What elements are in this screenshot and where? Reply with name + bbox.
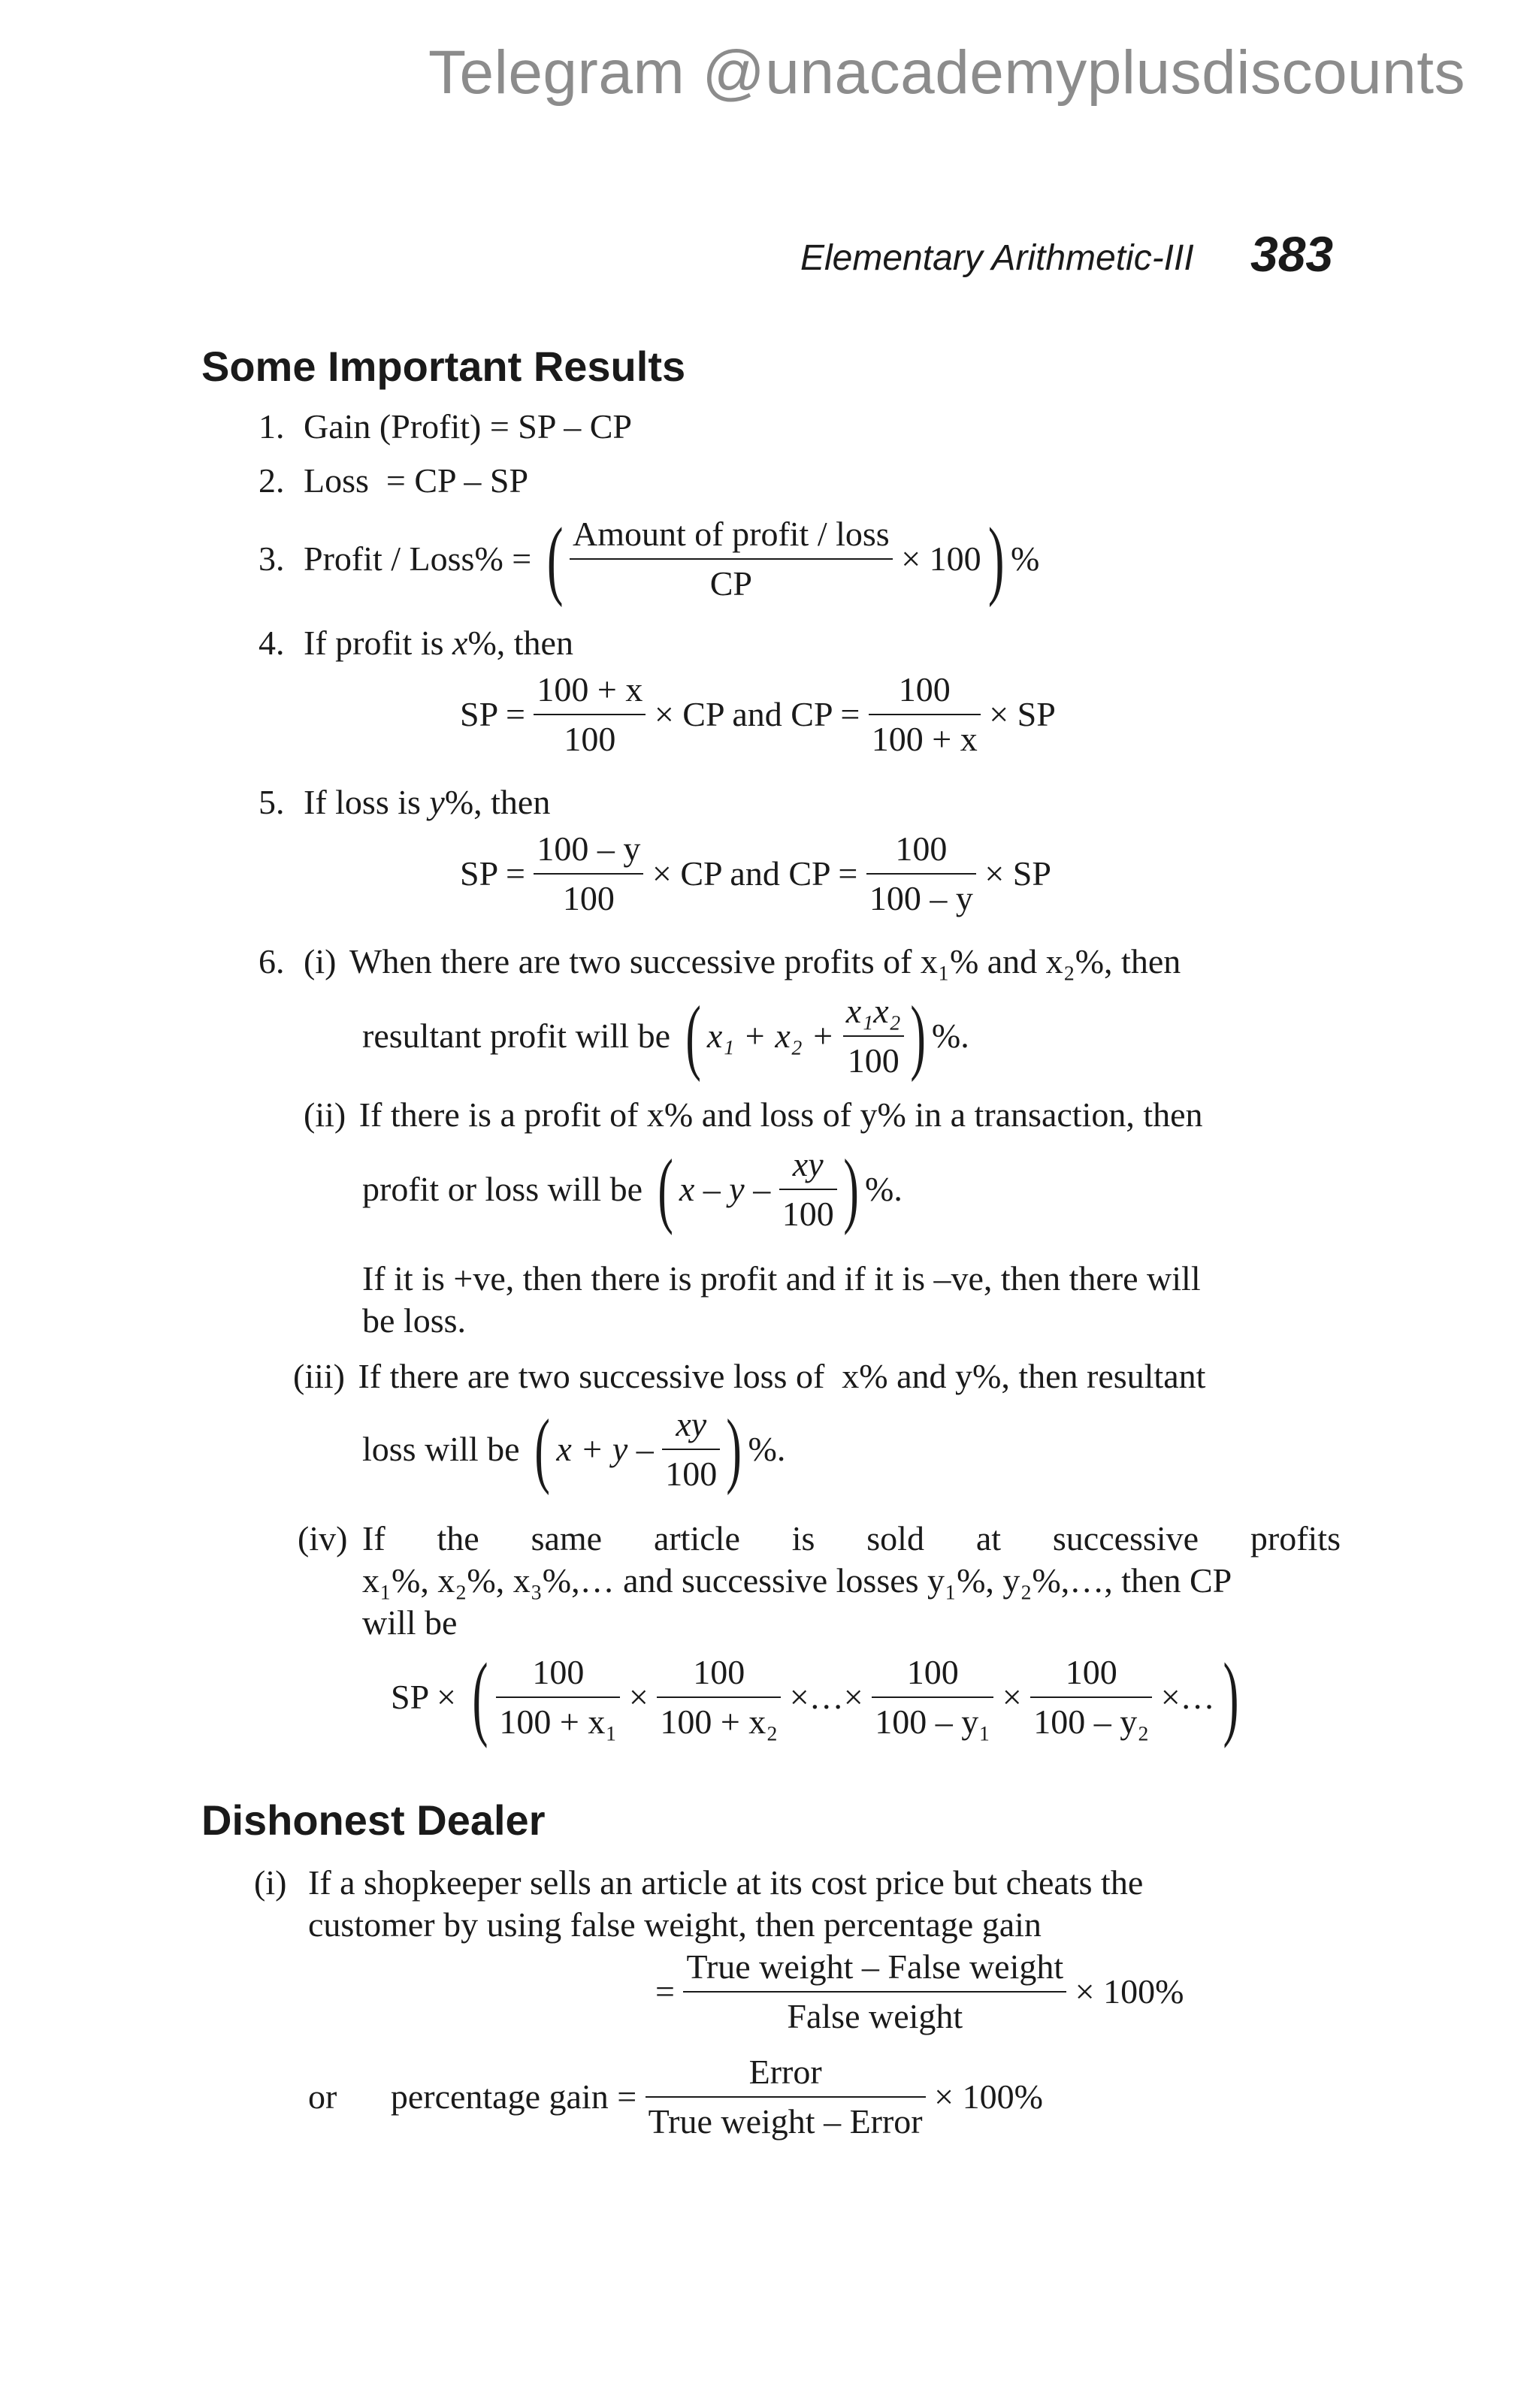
left-paren: (	[546, 509, 564, 608]
fraction	[843, 990, 904, 1082]
item-5-formula	[460, 828, 1051, 920]
formula-tail: × SP	[984, 854, 1051, 893]
denominator: 100 + x	[871, 720, 978, 758]
formula-tail: ×…	[1160, 1678, 1215, 1716]
numerator: xy	[662, 1403, 720, 1450]
dealer-formula-1	[655, 1946, 1184, 2038]
item-intro	[304, 624, 573, 662]
page-number: 383	[1250, 226, 1334, 282]
numerator: 100	[869, 669, 981, 715]
result-item-6-ii	[304, 1094, 1203, 1136]
formula-lead: loss will be	[362, 1430, 520, 1468]
item-number: 1.	[259, 407, 285, 446]
fraction	[496, 1651, 620, 1743]
dealer-item-i-label: (i)	[254, 1863, 287, 1902]
item-text: Loss = CP – SP	[304, 461, 529, 500]
right-paren: )	[987, 509, 1005, 608]
item-6-ii-note-line1: If it is +ve, then there is profit and if it is –ve, then there will	[362, 1259, 1201, 1298]
formula-tail: × SP	[989, 695, 1056, 733]
result-item-5	[259, 781, 550, 823]
fraction	[866, 828, 976, 920]
item-6-ii-formula	[362, 1144, 903, 1235]
item-6-iv-formula	[391, 1645, 1247, 1749]
formula-mid: × CP and CP =	[652, 854, 858, 893]
item-number: 6.	[259, 942, 285, 980]
numerator: True weight – False weight	[683, 1946, 1066, 1993]
intro-text-end: %, then	[444, 783, 551, 821]
formula-lead: resultant profit will be	[362, 1017, 671, 1055]
intro-text: If profit is	[304, 624, 453, 662]
right-paren: )	[726, 1403, 742, 1496]
percent-sign: %	[1010, 539, 1040, 578]
result-item-6-iv-label: (iv)	[298, 1519, 348, 1557]
times-sign: ×	[628, 1678, 649, 1716]
item-6-i-formula	[362, 990, 969, 1082]
times-ellipsis: ×…×	[789, 1678, 863, 1716]
item-intro	[304, 783, 550, 821]
numerator: 100	[657, 1651, 781, 1698]
item-text: If there is a profit of x% and loss of y% in a transaction, then	[358, 1095, 1203, 1134]
left-paren: (	[534, 1403, 550, 1496]
denominator: 100	[665, 1455, 718, 1493]
sub-label: (iii)	[293, 1357, 345, 1395]
numerator: 100 + x	[534, 669, 646, 715]
formula-tail: %.	[865, 1170, 903, 1208]
formula-lead: profit or loss will be	[362, 1170, 643, 1208]
denominator: 100 + x₁	[499, 1703, 618, 1741]
expression: x + y –	[556, 1430, 654, 1468]
numerator: 100	[872, 1651, 993, 1698]
fraction	[657, 1651, 781, 1743]
fraction	[779, 1144, 837, 1235]
fraction	[662, 1403, 720, 1495]
result-item-6-iii	[293, 1355, 1205, 1397]
formula-lhs: SP =	[460, 854, 525, 893]
numerator: 100	[1030, 1651, 1152, 1698]
denominator: 100	[847, 1041, 900, 1080]
sub-label: (i)	[304, 942, 337, 980]
intro-text-end: %, then	[467, 624, 573, 662]
left-paren: (	[657, 1143, 673, 1236]
denominator: CP	[709, 564, 752, 603]
dealer-item-i-line2: customer by using false weight, then percentage gain	[308, 1905, 1042, 1944]
or-word: or	[308, 2077, 337, 2116]
denominator: 100	[564, 720, 616, 758]
denominator: False weight	[787, 1997, 963, 2035]
result-item-6-i	[259, 941, 1181, 983]
item-number: 4.	[259, 624, 285, 662]
formula-lhs: SP ×	[391, 1678, 456, 1716]
formula-lhs: Profit / Loss% =	[304, 539, 532, 578]
fraction	[1030, 1651, 1152, 1743]
result-item-6-iv: If the same article is sold at successive profits	[362, 1519, 1341, 1557]
times-sign: ×	[1002, 1678, 1022, 1716]
numerator: 100	[496, 1651, 620, 1698]
right-paren: )	[910, 989, 926, 1083]
expression: x – y –	[679, 1170, 771, 1208]
fraction	[869, 669, 981, 760]
item-6-iv-line3: will be	[362, 1603, 458, 1642]
formula-lhs: SP =	[460, 695, 525, 733]
result-item-4	[259, 622, 573, 664]
dealer-formula-2	[308, 2051, 1043, 2143]
item-6-iii-formula	[362, 1403, 785, 1495]
right-paren: )	[843, 1143, 859, 1236]
denominator: 100 – y₂	[1033, 1703, 1150, 1741]
intro-text: If loss is	[304, 783, 430, 821]
times-hundred: × 100	[901, 539, 981, 578]
item-text: When there are two successive profits of x₁% and x₂%, then	[349, 942, 1181, 980]
result-item-1	[259, 406, 632, 448]
fraction	[534, 828, 643, 920]
left-paren: (	[685, 989, 701, 1083]
item-6-iv-line2: x₁%, x₂%, x₃%,… and successive losses y₁%, y₂%,…, then CP	[362, 1561, 1232, 1600]
section-heading-important-results: Some Important Results	[201, 343, 686, 390]
numerator: x₁x₂	[843, 990, 904, 1037]
section-heading-dishonest-dealer: Dishonest Dealer	[201, 1796, 546, 1844]
result-item-3	[259, 509, 1040, 608]
item-number: 3.	[259, 539, 285, 578]
denominator: 100	[562, 879, 615, 917]
denominator: 100 + x₂	[660, 1703, 779, 1741]
item-4-formula	[460, 669, 1056, 760]
fraction	[872, 1651, 993, 1743]
item-number: 2.	[259, 461, 285, 500]
denominator: True weight – Error	[648, 2102, 923, 2141]
watermark: Telegram @unacademyplusdiscounts	[428, 38, 1466, 107]
item-text: Gain (Profit) = SP – CP	[304, 407, 632, 446]
item-text: If there are two successive loss of x% and y%, then resultant	[358, 1357, 1206, 1395]
formula-tail: %.	[931, 1017, 969, 1055]
equals-sign: =	[655, 1972, 675, 2011]
numerator: 100	[866, 828, 976, 875]
numerator: 100 – y	[534, 828, 643, 875]
variable-y: y	[429, 783, 445, 821]
right-paren: )	[1223, 1645, 1239, 1749]
formula-tail: × 100%	[1075, 1972, 1184, 2011]
numerator: Amount of profit / loss	[570, 513, 893, 560]
fraction	[646, 2051, 926, 2143]
item-6-ii-note-line2: be loss.	[362, 1301, 466, 1340]
formula-lhs: percentage gain =	[390, 2077, 637, 2116]
running-title: Elementary Arithmetic-III	[800, 238, 1194, 278]
denominator: 100 – y₁	[875, 1703, 991, 1741]
formula-mid: × CP and CP =	[654, 695, 860, 733]
fraction	[683, 1946, 1066, 2038]
fraction	[534, 669, 646, 760]
numerator: xy	[779, 1144, 837, 1190]
left-paren: (	[472, 1645, 488, 1749]
result-item-2	[259, 460, 528, 502]
numerator: Error	[646, 2051, 926, 2098]
formula-tail: %.	[748, 1430, 786, 1468]
denominator: 100	[782, 1195, 834, 1233]
dealer-item-i: If a shopkeeper sells an article at its cost price but cheats the	[308, 1863, 1144, 1902]
fraction	[570, 513, 893, 605]
item-number: 5.	[259, 783, 285, 821]
formula-tail: × 100%	[934, 2077, 1043, 2116]
sub-label: (ii)	[304, 1095, 346, 1134]
variable-x: x	[452, 624, 468, 662]
expression: x₁ + x₂ +	[706, 1017, 835, 1055]
denominator: 100 – y	[869, 879, 973, 917]
